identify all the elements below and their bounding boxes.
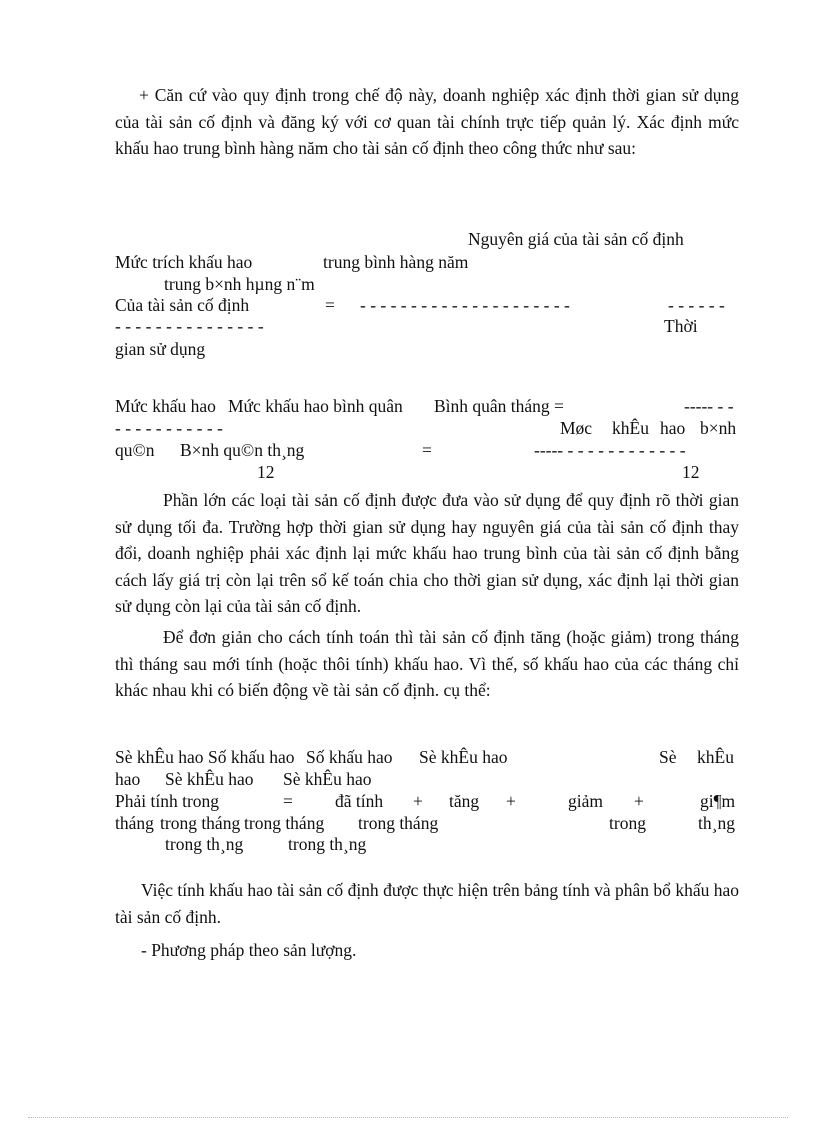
page-bottom-divider bbox=[28, 1117, 788, 1118]
formula1-equals: = bbox=[325, 295, 335, 315]
formula3-h8: Sè khÊu hao bbox=[165, 769, 254, 789]
formula2-dash-a: ----- - - bbox=[684, 396, 734, 416]
formula3-term-result: Phải tính trong bbox=[115, 791, 220, 811]
formula3-term-decrease-legacy: gi¶m bbox=[700, 791, 736, 811]
formula1-denominator-b: gian sử dụng bbox=[115, 339, 206, 359]
formula2-denominator-b: 12 bbox=[682, 462, 700, 482]
formula2-numerator-1: Møc bbox=[560, 418, 593, 438]
formula1-label-legacy: trung b×nh hµng n¨m bbox=[164, 274, 315, 294]
formula2-label-b: Mức khấu hao bình quân bbox=[228, 396, 403, 416]
formula3-month-7: trong th¸ng bbox=[165, 834, 244, 854]
formula3-h6: khÊu bbox=[697, 747, 734, 767]
formula3-term-decrease: giảm bbox=[568, 791, 603, 811]
formula3-plus-1: + bbox=[413, 791, 423, 811]
formula2-denominator-a: 12 bbox=[257, 462, 275, 482]
formula2-legacy-b: B×nh qu©n th¸ng bbox=[180, 440, 305, 460]
formula3-plus-2: + bbox=[506, 791, 516, 811]
formula2-fraction-line: ----- - - - - - - - - - - - - bbox=[534, 440, 686, 460]
formula3-plus-3: + bbox=[634, 791, 644, 811]
formula1-denominator-a: Thời bbox=[664, 316, 698, 336]
formula3-h1: Sè khÊu hao bbox=[115, 747, 204, 767]
formula3-month-1: tháng bbox=[115, 813, 154, 833]
formula3-h3: Số khấu hao bbox=[306, 747, 393, 767]
formula3-month-4: trong tháng bbox=[358, 813, 439, 833]
formula2-dash-b: - - - - - - - - - - - bbox=[115, 418, 223, 438]
formula2-numerator-2: khÊu bbox=[612, 418, 649, 438]
formula1-numerator: Nguyên giá của tài sản cố định bbox=[468, 229, 684, 249]
formula3-h9: Sè khÊu hao bbox=[283, 769, 372, 789]
formula3-month-6: th¸ng bbox=[698, 813, 735, 833]
formula2-legacy-a: qu©n bbox=[115, 440, 155, 460]
paragraph-allocation: Việc tính khấu hao tài sản cố định được thực hiện trên bảng tính và phân bổ khấu hao tài sản cố định. bbox=[115, 880, 739, 927]
formula3-month-3: trong tháng bbox=[244, 813, 325, 833]
formula1-label-b: trung bình hàng năm bbox=[323, 252, 469, 272]
formula1-fraction-line: - - - - - - - - - - - - - - - - - - - - - bbox=[360, 295, 570, 315]
formula3-equals: = bbox=[283, 791, 293, 811]
formula2-equals: = bbox=[422, 440, 432, 460]
formula3-month-5: trong bbox=[609, 813, 646, 833]
formula3-h7: hao bbox=[115, 769, 141, 789]
formula1-fraction-line-cont: - - - - - - - - - - - - - - - bbox=[115, 316, 264, 336]
formula1-fraction-line-tail: - - - - - - bbox=[668, 295, 725, 315]
formula3-h5: Sè bbox=[659, 747, 677, 767]
paragraph-adjustment: Phần lớn các loại tài sản cố định được đưa vào sử dụng để quy định rõ thời gian sử dụng tối đa. Trường hợp thời gian sử dụng hay nguyên giá của tài sản cố định thay đổi, doanh nghiệp phải xác định lại mức khấu hao trung bình của tài sản cố định bằng cách lấy giá trị còn lại trên sổ kế toán chia cho thời gian sử dụng, xác định lại thời gian sử dụng còn lại của tài sản cố định. bbox=[115, 490, 739, 616]
formula3-month-2: trong tháng bbox=[160, 813, 241, 833]
paragraph-method-output: - Phương pháp theo sản lượng. bbox=[141, 940, 357, 960]
formula1-label-a: Mức trích khấu hao bbox=[115, 252, 253, 272]
formula3-h4: Sè khÊu hao bbox=[419, 747, 508, 767]
formula3-month-8: trong th¸ng bbox=[288, 834, 367, 854]
formula3-term-prev: đã tính bbox=[335, 791, 384, 811]
formula3-term-increase: tăng bbox=[449, 791, 480, 811]
formula1-asset-label: Của tài sản cố định bbox=[115, 295, 250, 315]
formula2-numerator-3: hao bbox=[660, 418, 686, 438]
paragraph-intro: + Căn cứ vào quy định trong chế độ này, doanh nghiệp xác định thời gian sử dụng của tài sản cố định và đăng ký với cơ quan tài chính trực tiếp quản lý. Xác định mức khấu hao trung bình hàng năm cho tài sản cố định theo công thức như sau: bbox=[115, 85, 739, 158]
paragraph-monthly-change: Để đơn giản cho cách tính toán thì tài sản cố định tăng (hoặc giảm) trong tháng thì tháng sau mới tính (hoặc thôi tính) khấu hao. Vì thế, số khấu hao của các tháng chỉ khác nhau khi có biến động về tài sản cố định. cụ thể: bbox=[115, 627, 739, 700]
formula2-label-a: Mức khấu hao bbox=[115, 396, 216, 416]
formula3-h2: Số khấu hao bbox=[208, 747, 295, 767]
formula2-label-c: Bình quân tháng = bbox=[434, 396, 564, 416]
formula2-numerator-4: b×nh bbox=[700, 418, 737, 438]
